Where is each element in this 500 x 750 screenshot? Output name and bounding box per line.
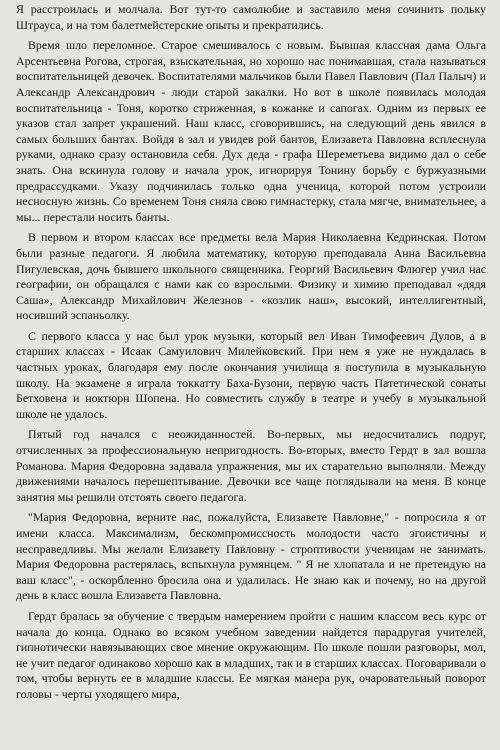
paragraph-5: Пятый год начался с неожиданностей. Во-первых, мы недосчитались подруг, отчисленных за профессиональную непригодность. Во-вторых, вместо Гердт в зал вошла Романова. Мария Федоровна задавала упражнения, мы их старательно выполняли. Между движениями началось перешептывание. Девочки все чаще поглядывали на меня. В конце занятия мы решили отстоять своего педагога.	[16, 427, 486, 504]
paragraph-4: С первого класса у нас был урок музыки, который вел Иван Тимофеевич Дулов, а в старших классах - Исаак Самуилович Милейковский. При нем я уже не нуждалась в частных уроках, благодаря ему после окончания училища я поступила в музыкальную школу. На экзамене я играла токкатту Баха-Бузони, первую часть Патетической сонаты Бетховена и ноктюрн Шопена. Но совместить службу в театре и учебу в музыкальной школе не удалось.	[16, 328, 486, 421]
paragraph-7: Гердт бралась за обучение с твердым намерением пройти с нашим классом весь курс от начала до конца. Однако во всяком учебном заведении найдется парадругая учителей, гипнотически навязывающих свое мнение окружающим. По школе пошли разговоры, мол, не учит педагог одинаково хорошо как в младших, так и в старших классах. Поговаривали о том, чтобы вернуть ее в младшие классы. Ее мягкая манера рук, очаровательный поворот головы - черты уходящего мира,	[16, 608, 486, 701]
paragraph-3: В первом и втором классах все предметы вела Мария Николаевна Кедринская. Потом были разные педагоги. Я любила математику, которую преподавала Анна Васильевна Пигулевская, дочь бывшего школьного священника. Георгий Васильевич Флюгер учил нас географии, он обращался с нами как со взрослыми. Физику и химию преподавал «дядя Саша», Александр Михайлович Железнов - «козлик наш», высокий, интеллигентный, носивший эспаньолку.	[16, 230, 486, 323]
paragraph-1: Я расстроилась и молчала. Вот тут-то самолюбие и заставило меня сочинить польку Штрауса, и на том балетмейстерские опыты и прекратились.	[16, 2, 486, 32]
paragraph-6: "Мария Федоровна, верните нас, пожалуйста, Елизавете Павловне," - попросила я от имени класса. Максимализм, бескомпромиссность молодости часто эгоистичны и несправедливы. Мы желали Елизавету Павловну - строптивости ученицам не занимать. Мария Федоровна растерялась, вспыхнула румянцем. " Я не хлопатала и не претендую на ваш класс", - оскорбленно бросила она и удалилась. Не знаю как и почему, но на другой день в класс вошла Елизавета Павловна.	[16, 510, 486, 603]
paragraph-2: Время шло переломное. Старое смешивалось с новым. Бывшая классная дама Ольга Арсентьевна Рогова, строгая, взыскательная, но хорошо нас понимавшая, стала называться воспитательницей девочек. Воспитателями мальчиков были Павел Павлович (Пал Палыч) и Александр Александрович - люди старой закалки. Но вот в школе появилась молодая воспитательница - Тоня, коротко стриженная, в кожанке и сапогах. Одним из первых ее указов стал запрет украшений. Наш класс, сговорившись, на следующий день явился в самых больших бантах. Войдя в зал и увидев рой бантов, Елизавета Павловна всплеснула руками, однако сразу остановила себя. Дух деда - графа Шереметьева видимо дал о себе знать. Она вскинула голову и начала урок, игнорируя Тонину борьбу с буржуазными предрассудками. Указу подчинилась только одна ученица, которой потом устроили несносную жизнь. Со временем Тоня сняла свою гимнастерку, стала мягче, внимательнее, а мы... перестали носить банты.	[16, 38, 486, 224]
